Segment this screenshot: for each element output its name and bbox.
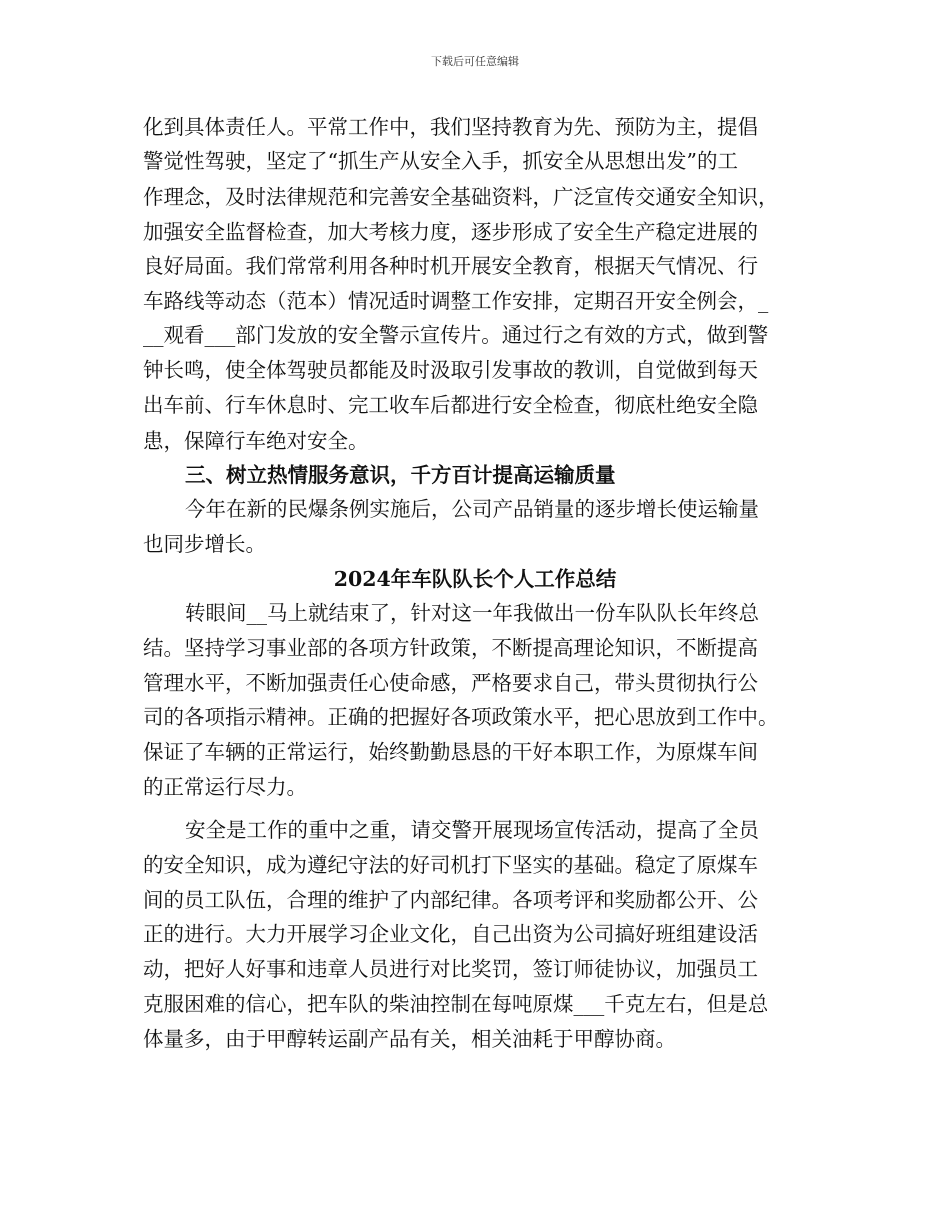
paragraph-line: 也同步增长。	[143, 532, 266, 556]
paragraph-line: 警觉性驾驶，坚定了“抓生产从安全入手，抓安全从思想出发”的工	[143, 149, 738, 173]
paragraph-line: 间的员工队伍，合理的维护了内部纪律。各项考评和奖励都公开、公	[143, 888, 758, 912]
paragraph-line: 钟长鸣，使全体驾驶员都能及时汲取引发事故的教训，自觉做到每天	[143, 358, 758, 382]
paragraph-line: 患，保障行车绝对安全。	[143, 429, 369, 453]
paragraph-line: 的安全知识，成为遵纪守法的好司机打下坚实的基础。稳定了原煤车	[143, 853, 758, 877]
paragraph-line: 保证了车辆的正常运行，始终勤勤恳恳的干好本职工作，为原煤车间	[143, 740, 758, 764]
paragraph-line: 转眼间__马上就结束了，针对这一年我做出一份车队队长年终总	[185, 601, 759, 625]
paragraph-line: 正的进行。大力开展学习企业文化，自己出资为公司搞好班组建设活	[143, 922, 758, 946]
page-header: 下载后可任意编辑	[431, 55, 519, 68]
paragraph-line: 的正常运行尽力。	[143, 775, 307, 799]
paragraph-line: 结。坚持学习事业部的各项方针政策，不断提高理论知识，不断提高	[143, 636, 758, 660]
paragraph-line: 今年在新的民爆条例实施后，公司产品销量的逐步增长使运输量	[185, 497, 759, 521]
paragraph-line: 加强安全监督检查，加大考核力度，逐步形成了安全生产稳定进展的	[143, 220, 758, 244]
paragraph-line: 良好局面。我们常常利用各种时机开展安全教育，根据天气情况、行	[143, 254, 758, 278]
document-title: 2024年车队队长个人工作总结	[333, 567, 617, 591]
paragraph-line: 司的各项指示精神。正确的把握好各项政策水平，把心思放到工作中。	[143, 705, 779, 729]
paragraph-line: 动，把好人好事和违章人员进行对比奖罚，签订师徒协议，加强员工	[143, 957, 758, 981]
paragraph-line: 化到具体责任人。平常工作中，我们坚持教育为先、预防为主，提倡	[143, 115, 758, 139]
paragraph-line: 作理念，及时法律规范和完善安全基础资料，广泛宣传交通安全知识，	[143, 185, 779, 209]
paragraph-line: 安全是工作的重中之重，请交警开展现场宣传活动，提高了全员	[185, 818, 759, 842]
section-heading: 三、树立热情服务意识，千方百计提高运输质量	[185, 463, 616, 487]
paragraph-line: 车路线等动态（范本）情况适时调整工作安排，定期召开安全例会，_	[143, 289, 769, 313]
paragraph-line: 出车前、行车休息时、完工收车后都进行安全检查，彻底杜绝安全隐	[143, 393, 758, 417]
paragraph-line: 管理水平，不断加强责任心使命感，严格要求自己，带头贯彻执行公	[143, 671, 758, 695]
paragraph-line: __观看___部门发放的安全警示宣传片。通过行之有效的方式，做到警	[143, 323, 769, 347]
paragraph-line: 克服困难的信心，把车队的柴油控制在每吨原煤___千克左右，但是总	[143, 992, 769, 1016]
paragraph-line: 体量多，由于甲醇转运副产品有关，相关油耗于甲醇协商。	[143, 1027, 676, 1051]
